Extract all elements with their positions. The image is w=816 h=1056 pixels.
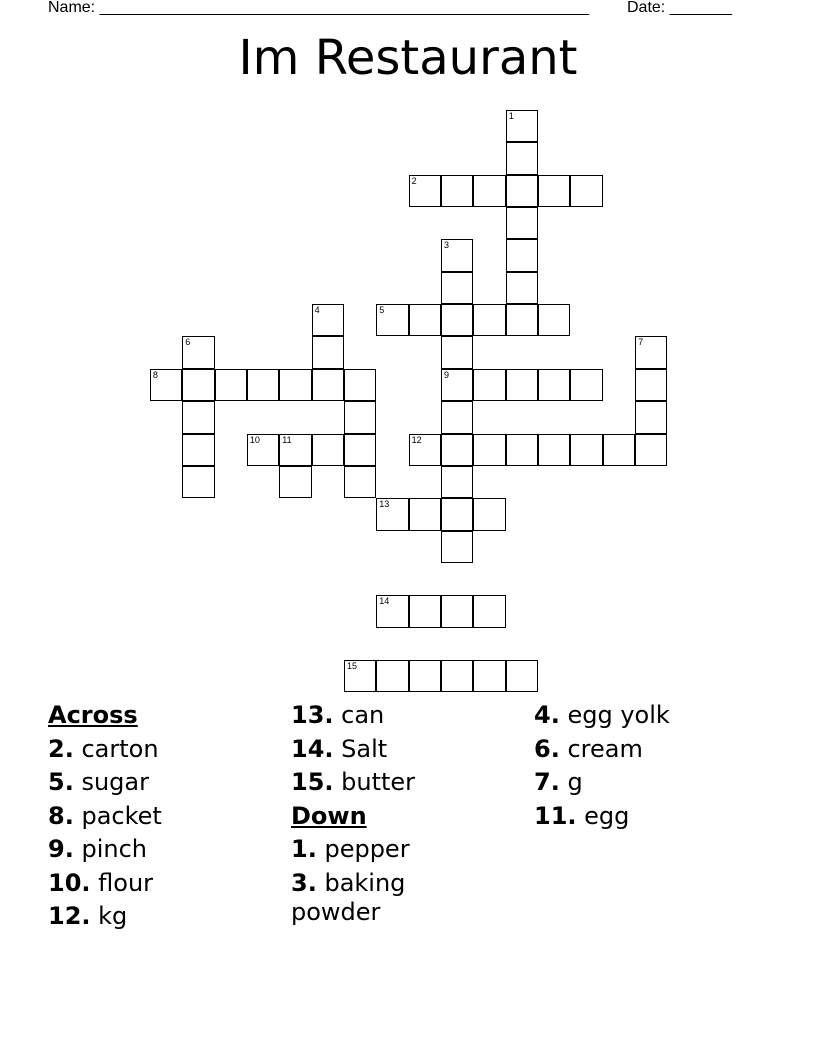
grid-cell[interactable] bbox=[506, 207, 538, 239]
clue-item bbox=[534, 735, 794, 769]
clue-text: Salt bbox=[333, 734, 388, 763]
clue-number: 1 bbox=[508, 111, 514, 121]
grid-cell[interactable] bbox=[409, 434, 441, 466]
grid-cell[interactable] bbox=[441, 595, 473, 627]
grid-cell[interactable] bbox=[441, 336, 473, 368]
clue-text: pinch bbox=[73, 835, 147, 863]
grid-cell[interactable] bbox=[409, 175, 441, 207]
grid-cell[interactable] bbox=[506, 239, 538, 271]
grid-cell[interactable] bbox=[538, 304, 570, 336]
grid-cell[interactable] bbox=[344, 369, 376, 401]
grid-cell[interactable] bbox=[538, 434, 570, 466]
clue-item bbox=[534, 701, 794, 735]
grid-cell[interactable] bbox=[570, 434, 602, 466]
grid-cell[interactable] bbox=[150, 369, 182, 401]
clue-text: flour bbox=[90, 868, 154, 897]
clue-number-label: 2. bbox=[48, 734, 74, 763]
grid-cell[interactable] bbox=[538, 175, 570, 207]
clue-item bbox=[291, 768, 451, 802]
clue-text: can bbox=[333, 701, 385, 729]
grid-cell[interactable] bbox=[506, 369, 538, 401]
grid-cell[interactable] bbox=[506, 175, 538, 207]
grid-cell[interactable] bbox=[570, 369, 602, 401]
clue-number-label: 14. bbox=[291, 734, 334, 763]
grid-cell[interactable] bbox=[635, 336, 667, 368]
grid-cell[interactable] bbox=[635, 369, 667, 401]
clue-item bbox=[48, 802, 278, 836]
grid-cell[interactable] bbox=[441, 401, 473, 433]
clue-number-label: 10. bbox=[48, 868, 91, 897]
across-clue-list bbox=[48, 735, 278, 936]
grid-cell[interactable] bbox=[312, 369, 344, 401]
grid-cell[interactable] bbox=[182, 434, 214, 466]
grid-cell[interactable] bbox=[376, 595, 408, 627]
clue-item bbox=[48, 768, 278, 802]
clue-text: cream bbox=[559, 734, 643, 763]
clue-number: 5 bbox=[379, 305, 385, 316]
clue-item bbox=[534, 802, 794, 836]
clue-number-label: 5. bbox=[48, 768, 74, 796]
grid-cell[interactable] bbox=[635, 434, 667, 466]
clue-number-label: 12. bbox=[48, 902, 91, 930]
clue-number-label: 7. bbox=[534, 768, 560, 796]
grid-cell[interactable] bbox=[182, 401, 214, 433]
clue-text: pepper bbox=[316, 835, 410, 863]
grid-cell[interactable] bbox=[603, 434, 635, 466]
grid-cell[interactable] bbox=[441, 369, 473, 401]
clue-text: baking powder bbox=[291, 868, 406, 926]
clue-number-label: 11. bbox=[534, 801, 577, 830]
clue-item bbox=[291, 735, 451, 769]
grid-cell[interactable] bbox=[635, 401, 667, 433]
clue-item bbox=[291, 835, 451, 869]
grid-cell[interactable] bbox=[279, 466, 311, 498]
across-heading: Across bbox=[48, 701, 138, 729]
grid-cell[interactable] bbox=[344, 434, 376, 466]
clue-number: 15 bbox=[346, 660, 357, 671]
clue-text: sugar bbox=[73, 768, 149, 796]
grid-cell[interactable] bbox=[473, 660, 505, 692]
grid-cell[interactable] bbox=[506, 272, 538, 304]
clue-text: egg yolk bbox=[559, 701, 670, 729]
clue-number: 14 bbox=[379, 596, 390, 607]
grid-cell[interactable] bbox=[473, 595, 505, 627]
grid-cell[interactable] bbox=[312, 336, 344, 368]
clue-number-label: 9. bbox=[48, 835, 74, 863]
grid-cell[interactable] bbox=[215, 369, 247, 401]
clue-text: kg bbox=[90, 902, 128, 930]
grid-cell[interactable] bbox=[182, 369, 214, 401]
clue-number: 11 bbox=[282, 434, 292, 445]
grid-cell[interactable] bbox=[344, 660, 376, 692]
across-clue-list-continued bbox=[291, 701, 451, 802]
grid-cell[interactable] bbox=[409, 304, 441, 336]
clue-number: 4 bbox=[314, 305, 320, 316]
grid-cell[interactable] bbox=[473, 369, 505, 401]
grid-cell[interactable] bbox=[344, 466, 376, 498]
clue-number-label: 15. bbox=[291, 768, 334, 796]
grid-cell[interactable] bbox=[312, 304, 344, 336]
down-clue-list-continued bbox=[534, 701, 794, 835]
grid-cell[interactable] bbox=[441, 304, 473, 336]
clue-text: carton bbox=[73, 734, 159, 763]
clue-number: 8 bbox=[152, 369, 158, 380]
grid-cell[interactable] bbox=[409, 498, 441, 530]
grid-cell[interactable] bbox=[473, 175, 505, 207]
clue-number-label: 6. bbox=[534, 734, 560, 763]
name-field[interactable]: Name: _______________________________________________________ bbox=[48, 0, 589, 16]
grid-cell[interactable] bbox=[182, 336, 214, 368]
clue-number-label: 13. bbox=[291, 701, 334, 729]
clue-item bbox=[48, 869, 278, 903]
grid-cell[interactable] bbox=[441, 466, 473, 498]
clue-number-label: 1. bbox=[291, 835, 317, 863]
date-field[interactable]: Date: _______ bbox=[627, 0, 732, 16]
grid-cell[interactable] bbox=[473, 434, 505, 466]
grid-cell[interactable] bbox=[506, 142, 538, 174]
clue-text: g bbox=[559, 768, 583, 796]
down-heading: Down bbox=[291, 801, 367, 830]
clue-number: 13 bbox=[379, 499, 390, 510]
grid-cell[interactable] bbox=[247, 369, 279, 401]
clue-text: egg bbox=[576, 801, 630, 830]
clue-item bbox=[48, 835, 278, 869]
grid-cell[interactable] bbox=[441, 434, 473, 466]
grid-cell[interactable] bbox=[506, 434, 538, 466]
grid-cell[interactable] bbox=[538, 369, 570, 401]
grid-cell[interactable] bbox=[182, 466, 214, 498]
clue-number-label: 3. bbox=[291, 868, 317, 897]
clue-item bbox=[291, 701, 451, 735]
grid-cell[interactable] bbox=[344, 401, 376, 433]
clue-number: 7 bbox=[638, 337, 644, 348]
grid-cell[interactable] bbox=[376, 498, 408, 530]
grid-cell[interactable] bbox=[441, 531, 473, 563]
clue-number: 10 bbox=[249, 434, 260, 445]
page-title: Im Restaurant bbox=[238, 30, 578, 86]
clues-column-2 bbox=[291, 701, 451, 931]
clue-text: butter bbox=[333, 768, 416, 796]
grid-cell[interactable] bbox=[409, 660, 441, 692]
clue-item bbox=[534, 768, 794, 802]
grid-cell[interactable] bbox=[247, 434, 279, 466]
grid-cell[interactable] bbox=[506, 660, 538, 692]
clue-item bbox=[48, 902, 278, 936]
grid-cell[interactable] bbox=[506, 304, 538, 336]
grid-cell[interactable] bbox=[473, 304, 505, 336]
clue-number-label: 4. bbox=[534, 701, 560, 729]
grid-cell[interactable] bbox=[473, 498, 505, 530]
clue-number: 3 bbox=[444, 240, 450, 251]
grid-cell[interactable] bbox=[506, 110, 538, 142]
grid-cell[interactable] bbox=[376, 660, 408, 692]
grid-cell[interactable] bbox=[279, 434, 311, 466]
clues-column-1 bbox=[48, 701, 278, 936]
grid-cell[interactable] bbox=[570, 175, 602, 207]
clue-item bbox=[291, 869, 451, 932]
clue-number-label: 8. bbox=[48, 801, 74, 830]
grid-cell[interactable] bbox=[441, 272, 473, 304]
grid-cell[interactable] bbox=[409, 595, 441, 627]
down-clue-list bbox=[291, 835, 451, 931]
clue-number: 6 bbox=[185, 337, 191, 348]
clue-item bbox=[48, 735, 278, 769]
grid-cell[interactable] bbox=[376, 304, 408, 336]
grid-cell[interactable] bbox=[279, 369, 311, 401]
grid-cell[interactable] bbox=[441, 175, 473, 207]
clue-text: packet bbox=[73, 801, 162, 830]
clue-number: 12 bbox=[411, 434, 422, 445]
grid-cell[interactable] bbox=[441, 660, 473, 692]
grid-cell[interactable] bbox=[441, 239, 473, 271]
grid-cell[interactable] bbox=[312, 434, 344, 466]
clue-number: 2 bbox=[411, 175, 417, 186]
clue-number: 9 bbox=[444, 369, 450, 380]
grid-cell[interactable] bbox=[441, 498, 473, 530]
clues-column-3 bbox=[534, 701, 794, 835]
